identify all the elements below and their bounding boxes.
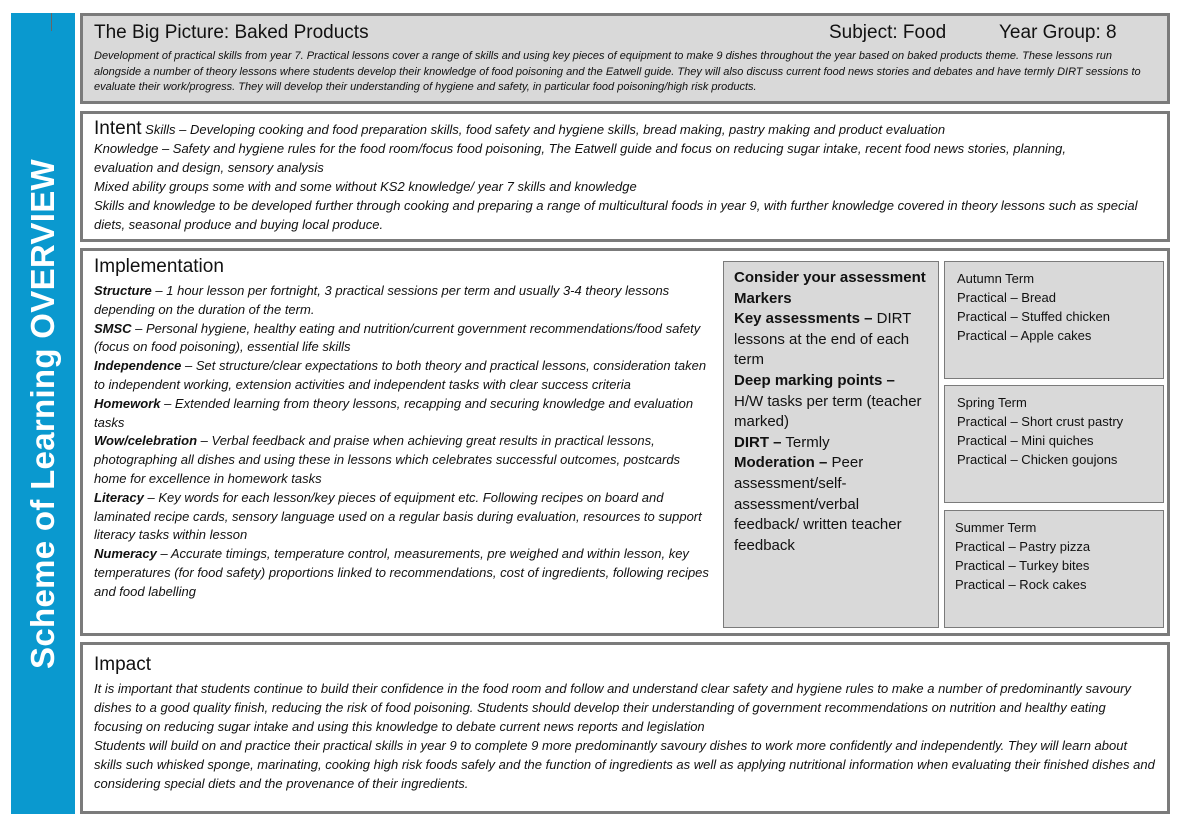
intent-title: Intent [94, 118, 142, 139]
sidebar-title: Scheme of Learning OVERVIEW [24, 158, 61, 669]
dirt-label: DIRT – [734, 433, 782, 451]
implementation-item-text: – Extended learning from theory lessons, recapping and securing knowledge and evaluation tasks [94, 395, 694, 430]
implementation-item-label: Wow/celebration [94, 433, 198, 449]
term-item: Practical – Turkey bites [955, 558, 1090, 573]
term-name: Summer Term [955, 520, 1037, 535]
moderation-label: Moderation – [734, 454, 828, 472]
implementation-item-label: SMSC [94, 320, 132, 336]
term-box-spring [944, 385, 1164, 503]
dirt-text: Termly [781, 433, 830, 451]
implementation-item-text: – Verbal feedback and praise when achieving great results in practical lessons, photographing all dishes and using these in lessons which celebrates successful outcomes, postcards home for excellence in homework tasks [94, 433, 681, 486]
implementation-item-label: Independence [94, 358, 182, 374]
assessment-box [723, 261, 939, 628]
implementation-item [94, 282, 714, 320]
key-assessments-text: DIRT lessons at the end of each term [734, 310, 912, 369]
implementation-item [94, 545, 714, 601]
term-item: Practical – Rock cakes [955, 577, 1087, 592]
term-name: Spring Term [957, 395, 1027, 410]
term-name: Autumn Term [957, 271, 1035, 286]
sidebar-banner [11, 13, 75, 814]
intent-knowledge-line-1: Knowledge – Safety and hygiene rules for the food room/focus food poisoning, The Eatwell guide and focus on reducing sugar intake, recent food news stories, planning, [94, 141, 1067, 156]
key-assessments-label: Key assessments – [734, 310, 873, 328]
intent-section [80, 111, 1170, 242]
intent-mixed-ability: Mixed ability groups some with and some without KS2 knowledge/ year 7 skills and knowledge [94, 179, 637, 194]
assessment-heading: Consider your assessment Markers [734, 269, 926, 307]
implementation-item [94, 489, 714, 545]
implementation-item-text: – Set structure/clear expectations to both theory and practical lessons, consideration taken to independent working, extension activities and independent tasks with clear success criteria [94, 358, 707, 392]
big-picture-section [80, 13, 1170, 104]
term-box-summer [944, 510, 1164, 628]
term-item: Practical – Stuffed chicken [957, 309, 1110, 324]
term-item: Practical – Short crust pastry [957, 414, 1124, 429]
impact-section [80, 642, 1170, 814]
intent-further-line-1: Skills and knowledge to be developed further through cooking and preparing a range of multicultural foods in year 9, with further knowledge covered in theory lessons such as special [94, 198, 1138, 213]
impact-title: Impact [94, 654, 152, 675]
term-box-autumn [944, 261, 1164, 379]
impact-paragraph-2: Students will build on and practice their practical skills in year 9 to complete 9 more predominantly savoury dishes to work more confidently and independently. They will learn about skills such whisked sponge, marinating, cooking high risk foods safely and the function of ingredients as well as applying nutritional information when evaluating their finished dishes and considering special diets and the provenance of their ingredients. [94, 738, 1155, 791]
year-group-label: Year Group: 8 [999, 22, 1117, 43]
deep-marking-label: Deep marking points – [734, 371, 895, 389]
moderation-text: Peer assessment/self-assessment/verbal feedback/ written teacher feedback [734, 454, 902, 554]
implementation-item-text: – Accurate timings, temperature control, measurements, pre weighed and within lesson, key temperatures (for food safety) proportions linked to recommendations, cost of ingredients, following recipes and food labelling [94, 546, 709, 599]
big-picture-title: The Big Picture: Baked Products [94, 22, 369, 43]
implementation-item [94, 432, 714, 488]
deep-marking-text: H/W tasks per term (teacher marked) [734, 392, 922, 431]
term-item: Practical – Bread [957, 290, 1056, 305]
implementation-item [94, 320, 714, 358]
implementation-item-label: Numeracy [94, 546, 157, 562]
intent-skills: Skills – Developing cooking and food preparation skills, food safety and hygiene skills, bread making, pastry making and product evaluation [145, 122, 946, 137]
cursor-mark [51, 13, 52, 31]
big-picture-description: Development of practical skills from year 7. Practical lessons cover a range of skills and using key pieces of equipment to make 9 dishes throughout the year based on baked products theme. These lessons run alongside a number of theory lessons where students develop their knowledge of food poisoning and the Eatwell guide. They will also discuss current food news stories and debates and have termly DIRT sessions to evaluate their work/progress. They will develop their understanding of hygiene and safety, in particular food poisoning/high risk products. [94, 50, 1141, 93]
intent-knowledge-line-2: evaluation and design, sensory analysis [94, 160, 324, 175]
term-item: Practical – Mini quiches [957, 433, 1094, 448]
implementation-item-text: – Key words for each lesson/key pieces of equipment etc. Following recipes on board and laminated recipe cards, sensory language used on a regular basis during evaluation, resources to support literacy tasks within lesson [94, 489, 702, 543]
implementation-title: Implementation [94, 256, 224, 277]
subject-label: Subject: Food [829, 22, 947, 43]
impact-paragraph-1: It is important that students continue to build their confidence in the food room and follow and understand clear safety and hygiene rules to make a number of predominantly savoury dishes to a good quality finish, reducing the risk of food poisoning. Students should develop their understanding of government recommendations on nutrition and healthy eating focusing on reducing sugar intake and using this knowledge to debate current news reports and legislation [94, 681, 1131, 734]
implementation-item-label: Homework [94, 395, 161, 411]
implementation-item-label: Literacy [94, 489, 144, 505]
implementation-section [80, 248, 1170, 636]
implementation-item-text: – Personal hygiene, healthy eating and nutrition/current government recommendations/food safety (focus on food poisoning), essential life skills [94, 320, 701, 355]
intent-further-line-2: diets, seasonal produce and buying local produce. [94, 217, 384, 232]
implementation-item [94, 395, 714, 433]
implementation-item-label: Structure [94, 283, 152, 298]
term-item: Practical – Chicken goujons [957, 452, 1118, 467]
implementation-list [94, 282, 714, 602]
implementation-item [94, 357, 714, 395]
term-item: Practical – Pastry pizza [955, 539, 1091, 554]
implementation-item-text: – 1 hour lesson per fortnight, 3 practical sessions per term and usually 3-4 theory lessons depending on the duration of the term. [94, 283, 670, 317]
term-item: Practical – Apple cakes [957, 328, 1092, 343]
